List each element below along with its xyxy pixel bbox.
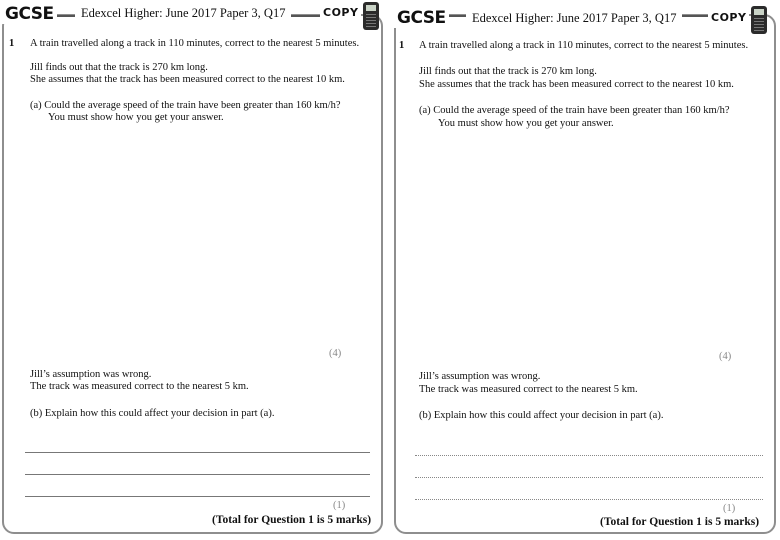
- question-number: 1: [9, 38, 15, 49]
- total-marks: (Total for Question 1 is 5 marks): [600, 516, 760, 528]
- question-intro: A train travelled along a track in 110 minutes, correct to the nearest 5 minutes.: [419, 40, 749, 51]
- answer-line[interactable]: [415, 477, 763, 478]
- answer-line[interactable]: [25, 452, 370, 453]
- assumption-wrong-line-2: The track was measured correct to the nearest 5 km.: [30, 381, 249, 392]
- part-a-question: (a) Could the average speed of the train have been greater than 160 km/h?: [30, 100, 341, 111]
- answer-line[interactable]: [25, 496, 370, 497]
- total-marks: (Total for Question 1 is 5 marks): [212, 514, 372, 526]
- part-a-instruction: You must show how you get your answer.: [438, 118, 614, 129]
- jill-line-1: Jill finds out that the track is 270 km long.: [30, 62, 208, 73]
- calculator-icon: [751, 6, 767, 34]
- part-a-marks: (4): [329, 348, 342, 359]
- part-a-marks: (4): [719, 351, 732, 362]
- jill-line-2: She assumes that the track has been measured correct to the nearest 10 km.: [30, 74, 345, 85]
- part-b-question: (b) Explain how this could affect your decision in part (a).: [419, 410, 664, 421]
- page-frame: [394, 14, 776, 534]
- worksheet-page-right: [390, 0, 780, 540]
- gcse-logo: GCSE: [2, 4, 57, 24]
- calculator-icon: [363, 2, 379, 30]
- part-a-question: (a) Could the average speed of the train have been greater than 160 km/h?: [419, 105, 730, 116]
- gcse-logo: GCSE: [394, 8, 449, 28]
- copy-label: COPY: [708, 11, 749, 24]
- page-header: [392, 4, 778, 26]
- paper-title: Edexcel Higher: June 2017 Paper 3, Q17: [466, 11, 682, 26]
- answer-line[interactable]: [415, 499, 763, 500]
- jill-line-1: Jill finds out that the track is 270 km long.: [419, 66, 597, 77]
- assumption-wrong-line-1: Jill’s assumption was wrong.: [30, 369, 152, 380]
- header-rule: [678, 15, 712, 17]
- page-frame: [2, 14, 383, 534]
- part-b-question: (b) Explain how this could affect your decision in part (a).: [30, 408, 275, 419]
- copy-label: COPY: [320, 6, 361, 19]
- answer-line[interactable]: [415, 455, 763, 456]
- part-a-instruction: You must show how you get your answer.: [48, 112, 224, 123]
- part-b-marks: (1): [723, 503, 736, 514]
- part-b-marks: (1): [333, 500, 346, 511]
- page-header: [2, 4, 388, 26]
- answer-line[interactable]: [25, 474, 370, 475]
- question-intro: A train travelled along a track in 110 minutes, correct to the nearest 5 minutes.: [30, 38, 360, 49]
- assumption-wrong-line-2: The track was measured correct to the nearest 5 km.: [419, 384, 638, 395]
- question-number: 1: [399, 40, 405, 51]
- assumption-wrong-line-1: Jill’s assumption was wrong.: [419, 371, 541, 382]
- jill-line-2: She assumes that the track has been measured correct to the nearest 10 km.: [419, 79, 734, 90]
- paper-title: Edexcel Higher: June 2017 Paper 3, Q17: [75, 6, 291, 21]
